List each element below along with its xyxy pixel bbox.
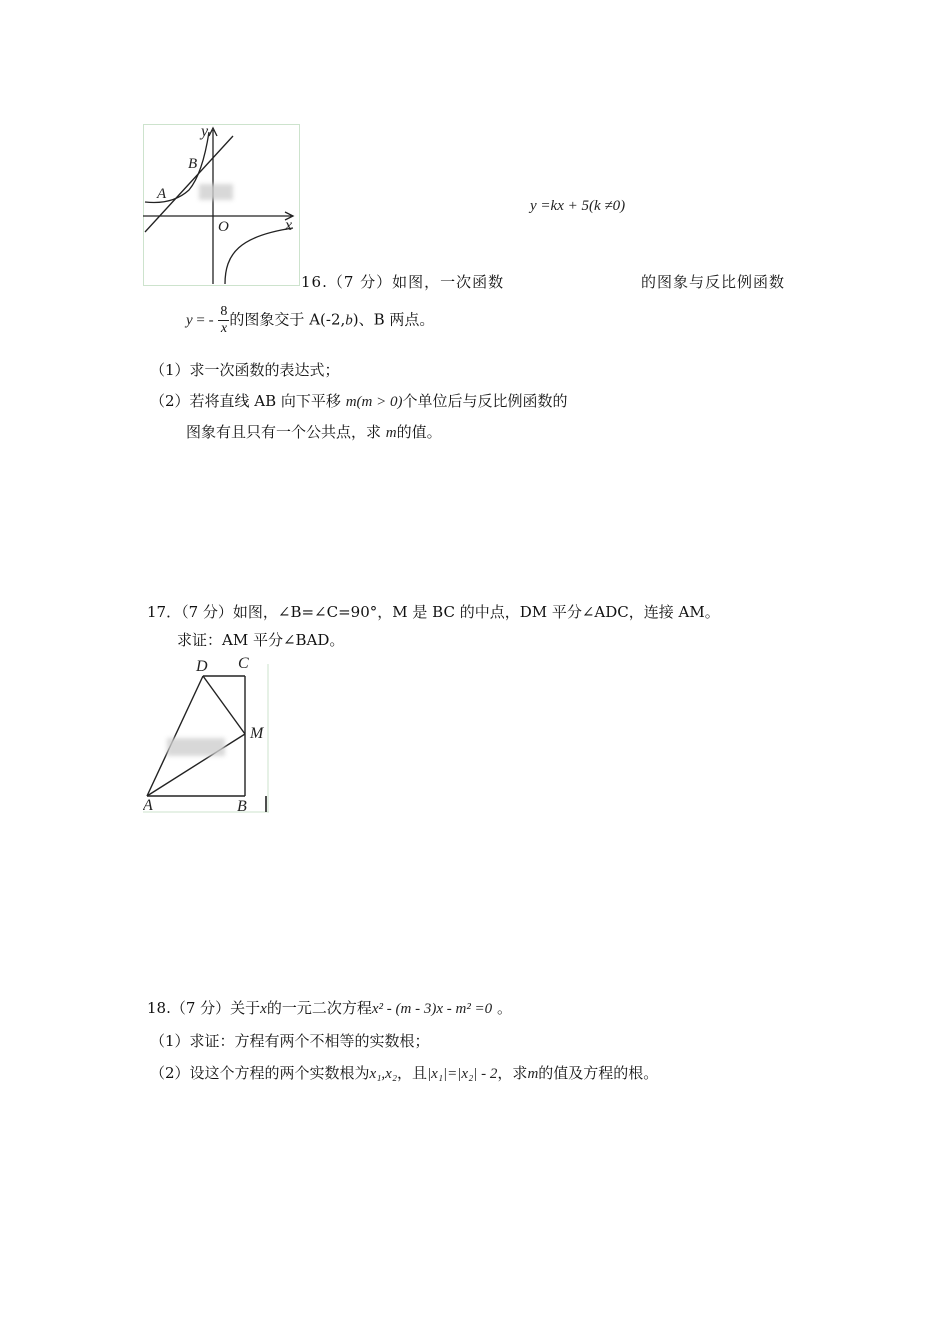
q16-part2-math: m(m > 0) bbox=[345, 394, 403, 410]
q18-m-var: m bbox=[527, 1066, 539, 1082]
q16-part2-suffix: 个单位后与反比例函数的 bbox=[402, 392, 568, 410]
q16-eq-sign: = - bbox=[192, 312, 214, 329]
q16-b-var: b bbox=[345, 312, 353, 329]
q18-line1 bbox=[147, 997, 512, 1018]
q17-geometry-figure bbox=[143, 654, 271, 814]
watermark-blur bbox=[199, 184, 233, 200]
q16-graph-svg bbox=[143, 124, 300, 286]
q16-part2-line2-suffix: 的值。 bbox=[396, 423, 442, 441]
q16-frac-num: 8 bbox=[220, 304, 228, 319]
q16-fraction bbox=[218, 304, 229, 337]
q18-part2 bbox=[150, 1062, 658, 1083]
q16-part1: （1）求一次函数的表达式； bbox=[150, 361, 340, 379]
q16-frac-den: x bbox=[220, 321, 228, 336]
point-d-label: D bbox=[196, 658, 208, 675]
x-axis-label: x bbox=[285, 217, 293, 234]
q16-line1-prefix: 16.（7 分）如图，一次函数 bbox=[301, 273, 505, 291]
q16-y-var: y bbox=[186, 312, 193, 329]
q17-line2: 求证：AM 平分∠BAD。 bbox=[177, 631, 345, 649]
point-a-label: A bbox=[143, 797, 153, 814]
q16-part2-prefix: （2）若将直线 AB 向下平移 bbox=[150, 392, 341, 410]
q18-part2-mid: ，且 bbox=[397, 1064, 428, 1082]
q16-part2-line2-prefix: 图象有且只有一个公共点，求 bbox=[186, 423, 382, 441]
point-m-label: M bbox=[250, 725, 264, 742]
q16-linear-function-formula: y =kx + 5(k ≠0) bbox=[530, 198, 626, 214]
q18-roots: x₁,x₂ bbox=[369, 1066, 398, 1082]
q16-line2-text: 的图象交于 A(-2, bbox=[229, 310, 346, 329]
point-a-label: A bbox=[157, 186, 167, 202]
q17-geometry-svg bbox=[143, 654, 271, 814]
q16-part2-line2 bbox=[186, 421, 442, 442]
q16-line2 bbox=[186, 304, 434, 337]
watermark-blur bbox=[167, 738, 225, 756]
q18-part1: （1）求证：方程有两个不相等的实数根； bbox=[150, 1032, 430, 1050]
q18-equation: x² - (m - 3)x - m² =0 bbox=[371, 1001, 493, 1017]
point-b-label: B bbox=[188, 156, 198, 172]
q18-line1-end: 。 bbox=[496, 999, 512, 1017]
q16-part2-m: m bbox=[385, 425, 397, 441]
q18-x-var: x bbox=[260, 1001, 267, 1017]
point-b-label: B bbox=[237, 798, 247, 814]
q18-part2-prefix: （2）设这个方程的两个实数根为 bbox=[150, 1064, 370, 1082]
q18-line1-mid: 的一元二次方程 bbox=[266, 999, 372, 1017]
q17-line1: 17．（7 分）如图，∠B=∠C=90°，M 是 BC 的中点，DM 平分∠ADC，连接 AM。 bbox=[147, 603, 720, 621]
q16-graph-figure bbox=[143, 124, 300, 286]
q18-condition: |x₁|=|x₂| - 2 bbox=[427, 1066, 498, 1082]
q18-part2-end: 的值及方程的根。 bbox=[538, 1064, 659, 1082]
q16-line1-suffix: 的图象与反比例函数 bbox=[641, 273, 786, 291]
origin-label: O bbox=[218, 219, 229, 235]
point-c-label: C bbox=[238, 655, 249, 672]
y-axis-label: y bbox=[201, 124, 209, 140]
q18-line1-prefix: 18.（7 分）关于 bbox=[147, 999, 261, 1017]
q16-part2-line1 bbox=[150, 390, 568, 411]
q18-part2-mid2: ，求 bbox=[497, 1064, 528, 1082]
q16-line2-end: )、B 两点。 bbox=[352, 310, 435, 329]
